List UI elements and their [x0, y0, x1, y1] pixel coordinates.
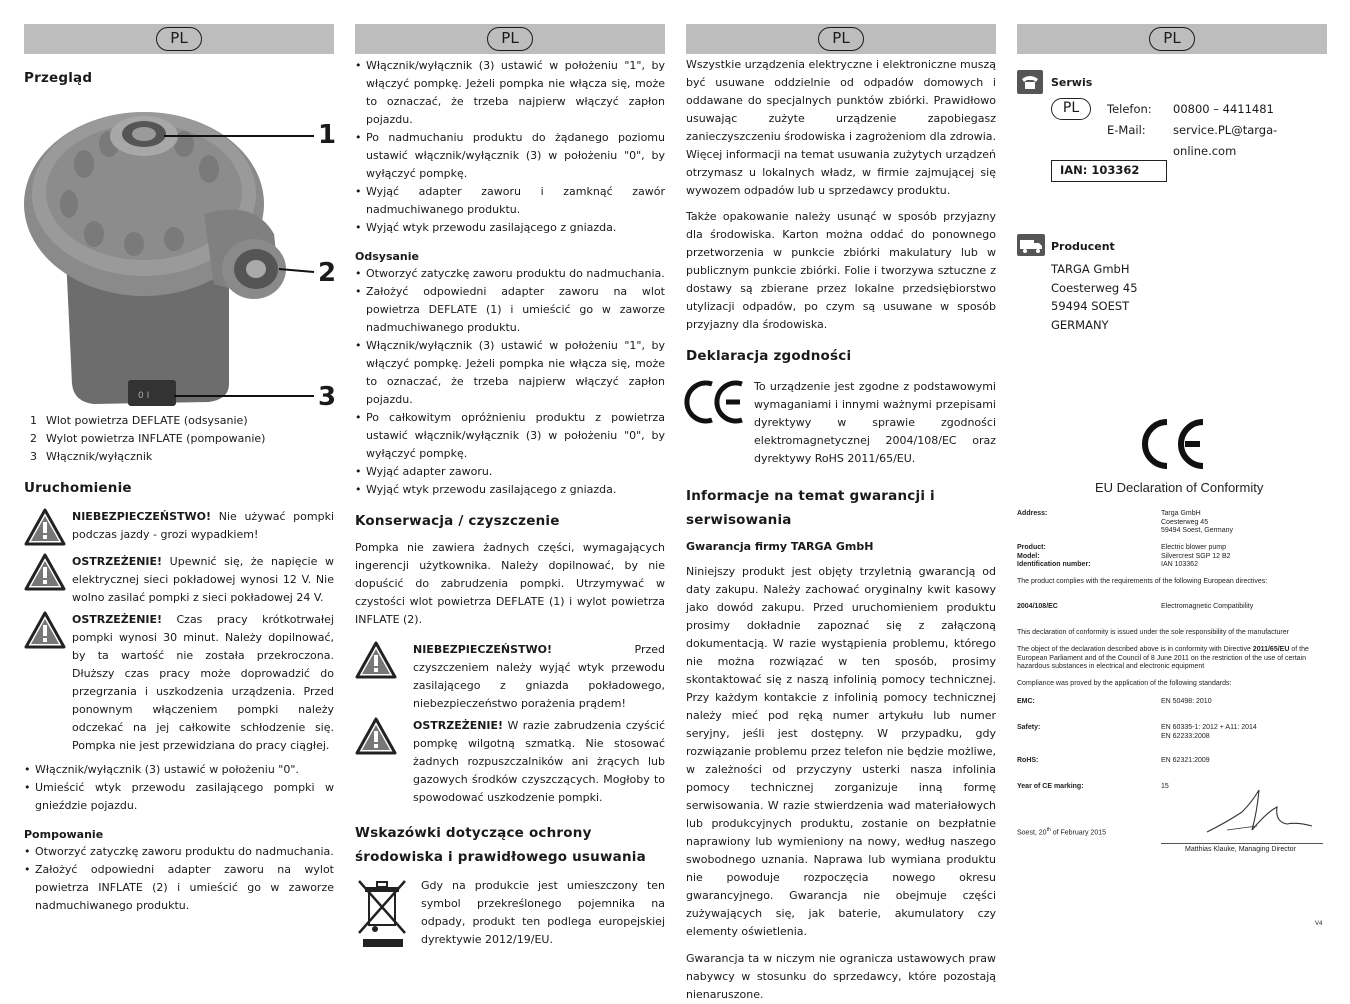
- producer-section: [1017, 194, 1327, 332]
- list-item: • Po całkowitym opróżnieniu produktu z powietrza ustawić włącznik/wyłącznik (3) w położeniu "0", by wyłączyć pompkę.: [355, 409, 665, 463]
- language-badge: PL: [1149, 27, 1195, 51]
- warning-icon: [24, 553, 72, 607]
- list-item: • Wyjąć adapter zaworu.: [355, 463, 665, 481]
- address-line: 59494 Soest, Germany: [1161, 527, 1233, 534]
- signature-line: [1161, 843, 1323, 844]
- inflate-bullets: [24, 843, 334, 915]
- year-value: 15: [1161, 783, 1169, 790]
- warning-icon: [355, 641, 413, 713]
- model-label: Model:: [1017, 552, 1040, 560]
- id-label: Identification number:: [1017, 561, 1091, 568]
- operation-bullets: [355, 57, 665, 237]
- startup-bullets: [24, 761, 334, 815]
- list-item: • Założyć odpowiedni adapter zaworu na wlot powietrza DEFLATE (1) i umieścić go w zaworze nadmuchiwanego produktu.: [355, 283, 665, 337]
- product-value: Electric blower pump: [1161, 544, 1226, 551]
- id-value: IAN 103362: [1161, 561, 1198, 568]
- weee-block: [355, 877, 665, 954]
- emc-label: EMC:: [1017, 698, 1035, 705]
- column-2: [355, 24, 665, 958]
- section-header: [355, 24, 665, 54]
- object-text-pre: The object of the declaration described above is in conformity with Directive: [1017, 646, 1253, 653]
- object-directive: 2011/65/EU: [1252, 646, 1290, 653]
- standards-text: Compliance was proved by the application of the following standards:: [1017, 680, 1232, 687]
- list-item: • Założyć odpowiedni adapter zaworu na wylot powietrza INFLATE (2) i umieścić go w zaworze nadmuchiwanego produktu.: [24, 861, 334, 915]
- list-item: • Wyjąć adapter zaworu i zamknąć zawór nadmuchiwanego produktu.: [355, 183, 665, 219]
- ian-box: IAN: 103362: [1051, 160, 1167, 182]
- warning-icon: [24, 508, 72, 549]
- warning-block: [24, 508, 334, 549]
- year-label: Year of CE marking:: [1017, 783, 1084, 790]
- safety-value: EN 60335-1: 2012 + A11: 2014: [1161, 724, 1257, 731]
- directive-label: 2004/108/EC: [1017, 603, 1058, 610]
- crossed-bin-icon: [355, 877, 421, 954]
- producer-title: Producent: [1051, 240, 1115, 253]
- language-badge: PL: [818, 27, 864, 51]
- address-line: TARGA GmbH: [1051, 262, 1130, 276]
- phone-number: 00800 – 4411481: [1173, 102, 1274, 116]
- statutory-rights-text: Gwarancja ta w niczym nie ogranicza ustawowych praw nabywcy w stosunku do sprzedawcy, które pozostają nienaruszone.: [686, 952, 996, 1001]
- list-item: • Otworzyć zatyczkę zaworu produktu do nadmuchania.: [355, 265, 665, 283]
- place-date: [1017, 826, 1106, 838]
- warning-heading: OSTRZEŻENIE!: [413, 719, 504, 732]
- warning-text: Czas pracy krótkotrwałej pompki wynosi 30 minut. Należy dopilnować, by ta wartość nie została przekroczona. Dłuższy czas pracy może doprowadzić do przegrzania i uszkodzenia urządzenia. Przed ponownym włączeniem pompki należy odczekać na jej całkowite schłodzenie się. Pompka nie jest przewidziana do pracy ciągłej.: [72, 613, 334, 752]
- warning-icon: [24, 611, 72, 755]
- list-item: • Włącznik/wyłącznik (3) ustawić w położeniu "1", by włączyć pompkę. Jeżeli pompka nie włącza się, może to oznaczać, że trzeba najpierw włączyć zapłon pojazdu.: [355, 337, 665, 409]
- truck-icon: [1017, 234, 1045, 256]
- deflate-title: Odsysanie: [355, 250, 419, 263]
- callout-1: 1: [318, 120, 337, 150]
- environment-title: Wskazówki dotyczące ochrony środowiska i prawidłowego usuwania: [355, 825, 646, 865]
- language-badge: PL: [156, 27, 202, 51]
- parts-list: [24, 412, 334, 466]
- emc-value: EN 50498: 2010: [1161, 698, 1212, 705]
- product-label: Product:: [1017, 544, 1046, 551]
- pump-drawing: [24, 94, 337, 412]
- maintenance-text: Pompka nie zawiera żadnych części, wymagających ingerencji użytkownika. Należy dopilnować, by nie dopuścić do zabrudzenia pompki. Utrzymywać w czystości wlot powietrza DEFLATE (1) i wylot powietrza INFLATE (2).: [355, 541, 665, 626]
- overview-title: Przegląd: [24, 70, 93, 86]
- deflate-bullets: [355, 265, 665, 499]
- list-item: • Włącznik/wyłącznik (3) ustawić w położeniu "0".: [24, 761, 334, 779]
- ce-text: To urządzenie jest zgodne z podstawowymi wymaganiami i innymi ważnymi przepisami dyrektywy w sprawie zgodności elektromagnetycznej 2004/108/EC oraz dyrektywy RoHS 2011/65/EU.: [754, 380, 996, 465]
- service-section: [1017, 54, 1327, 194]
- list-item: • Wyjąć wtyk przewodu zasilającego z gniazda.: [355, 219, 665, 237]
- country-badge: PL: [1051, 98, 1091, 120]
- language-badge: PL: [487, 27, 533, 51]
- ce-block: [686, 378, 996, 468]
- place-date-text: Soest, 20: [1017, 829, 1047, 837]
- list-item: 3 Włącznik/wyłącznik: [30, 450, 153, 463]
- address-line: Coesterweg 45: [1051, 280, 1138, 295]
- warning-text: W razie zabrudzenia czyścić pompkę wilgotną szmatką. Nie stosować żadnych rozpuszczalników ani żrących lub gazowych środków czyszczących. Mogłoby to spowodować uszkodzenie pompki.: [413, 719, 665, 804]
- email-label: E-Mail:: [1107, 123, 1146, 137]
- object-text: [1017, 646, 1323, 672]
- warning-text: Upewnić się, że napięcie w elektrycznej sieci pokładowej wynosi 12 V. Nie wolno zasilać pompki z sieci pokładowej 24 V.: [72, 555, 334, 604]
- address-line: Coesterweg 45: [1161, 518, 1209, 526]
- column-4: [1017, 24, 1327, 332]
- declaration-title: EU Declaration of Conformity: [1095, 480, 1264, 495]
- section-header: [1017, 24, 1327, 54]
- column-1: [24, 24, 337, 915]
- signature: [1197, 782, 1317, 842]
- phone-label: Telefon:: [1107, 102, 1152, 116]
- maintenance-title: Konserwacja / czyszczenie: [355, 513, 560, 529]
- list-item: • Otworzyć zatyczkę zaworu produktu do nadmuchania.: [24, 843, 334, 861]
- list-item: • Umieścić wtyk przewodu zasilającego pompki w gnieździe pojazdu.: [24, 779, 334, 815]
- place-date-sup: th: [1046, 827, 1051, 833]
- ce-mark-icon: [686, 378, 754, 468]
- warning-icon: [355, 717, 413, 807]
- email-address[interactable]: service.PL@targa-online.com: [1173, 123, 1278, 158]
- ce-mark-icon: [1137, 418, 1207, 470]
- warning-heading: OSTRZEŻENIE!: [72, 555, 163, 568]
- directive-name: Electromagnetic Compatibility: [1161, 603, 1254, 610]
- inflate-title: Pompowanie: [24, 828, 104, 841]
- list-item: 1 Wlot powietrza DEFLATE (odsysanie): [30, 414, 248, 427]
- producer-address: [1051, 260, 1138, 334]
- warning-heading: OSTRZEŻENIE!: [72, 613, 163, 626]
- object-text-post: of the European Parliament and of the Council of 8 June 2011 on the restriction of the use of certain hazardous substances in electrical and electronic equipment: [1017, 646, 1309, 670]
- packaging-text: Także opakowanie należy usunąć w sposób przyjazny dla środowiska. Karton można oddać do ponownego przetworzenia w punkcie zbiórki makulatury lub w publicznym punkcie zbiórki. Folie i tworzywa sztuczne z dostawy są zbierane przez lokalne przedsiębiorstwo utylizacji odpadów, po czym są usuwane w sposób przyjazny dla środowiska.: [686, 210, 996, 331]
- rohs-value: EN 62321:2009: [1161, 757, 1210, 764]
- complies-text: The product complies with the requirements of the following European directives:: [1017, 578, 1268, 585]
- warning-block: [24, 611, 334, 755]
- safety-label: Safety:: [1017, 724, 1041, 731]
- signer-name: Matthias Klauke, Managing Director: [1185, 846, 1296, 853]
- warning-heading: NIEBEZPIECZEŃSTWO!: [72, 510, 212, 523]
- warranty-text: Niniejszy produkt jest objęty trzyletnią gwarancją od daty zakupu. Należy zachować oryginalny kwit kasowy jako dowód zakupu. Przed uruchomieniem produktu prosimy dokładnie zapoznać się z załączoną dokumentacją. W razie wystąpienia problemu, którego nie można rozwiązać w ten sposób, prosimy skontaktować się z naszą infolinią pomocy technicznej. Przy każdym kontakcie z infolinią pomocy technicznej należy mieć pod ręką numer artykułu lub numer seryjny, jeśli jest dostępny. W przypadku, gdy rozwiązanie problemu przez telefon nie będzie możliwe, w zależności od przyczyny usterki nasza infolinia pomocy technicznej zorganizuje inną formę serwisowania. W razie stwierdzenia wad materiałowych lub produkcyjnych produktu, zostanie on bezpłatnie naprawiony lub wymieniony na nowy, według naszego swobodnego uznania. Naprawa lub wymiana produktu nie powoduje rozpoczęcia nowego okresu gwarancyjnego. Gwarancja nie obejmuje części zużywających się, jak baterie, akumulatory czy elementy oświetlenia.: [686, 565, 996, 938]
- column-3: [686, 24, 996, 1004]
- address-label: Address:: [1017, 510, 1048, 517]
- service-title: Serwis: [1051, 76, 1093, 89]
- address-line: GERMANY: [1051, 317, 1109, 332]
- list-item: 2 Wylot powietrza INFLATE (pompowanie): [30, 432, 266, 445]
- place-date-text: of February 2015: [1050, 829, 1107, 837]
- version-label: V4: [1315, 921, 1323, 927]
- eu-declaration-document: [1017, 410, 1327, 930]
- list-item: • Włącznik/wyłącznik (3) ustawić w położeniu "1", by włączyć pompkę. Jeżeli pompka nie włącza się, może to oznaczać, że trzeba najpierw włączyć zapłon pojazdu.: [355, 57, 665, 129]
- product-values: [1161, 544, 1231, 570]
- warranty-info-title: Informacje na temat gwarancji i serwisowania: [686, 488, 935, 528]
- list-item: • Po nadmuchaniu produktu do żądanego poziomu ustawić włącznik/wyłącznik (3) w położeniu "0", by wyłączyć pompkę.: [355, 129, 665, 183]
- warning-block: [355, 641, 665, 713]
- model-value: Silvercrest SGP 12 B2: [1161, 552, 1231, 560]
- decl-address: [1161, 510, 1233, 536]
- warning-text: Przed czyszczeniem należy wyjąć wtyk przewodu zasilającego z gniazda pokładowego, niebezpieczeństwo porażenia prądem!: [413, 643, 665, 710]
- list-item: • Wyjąć wtyk przewodu zasilającego z gniazda.: [355, 481, 665, 499]
- startup-title: Uruchomienie: [24, 480, 132, 496]
- svg-text:0 I: 0 I: [138, 391, 150, 401]
- phone-icon: [1017, 70, 1043, 94]
- safety-value: EN 62233:2008: [1161, 732, 1210, 740]
- responsibility-text: This declaration of conformity is issued under the sole responsibility of the manufacturer: [1017, 629, 1289, 636]
- pump-illustration: [24, 94, 337, 412]
- warning-block: [24, 553, 334, 607]
- declaration-title: Deklaracja zgodności: [686, 348, 852, 364]
- address-line: 59494 SOEST: [1051, 299, 1130, 313]
- warning-text: Nie używać pompki podczas jazdy - grozi wypadkiem!: [72, 510, 334, 541]
- warning-heading: NIEBEZPIECZEŃSTWO!: [413, 643, 553, 656]
- warranty-title: Gwarancja firmy TARGA GmbH: [686, 540, 874, 553]
- environment-text: Gdy na produkcie jest umieszczony ten symbol przekreślonego pojemnika na odpady, produkt ten podlega europejskiej dyrektywie 2012/19/EU.: [421, 879, 665, 946]
- callout-2: 2: [318, 258, 337, 288]
- callout-3: 3: [318, 382, 337, 412]
- rohs-label: RoHS:: [1017, 757, 1039, 764]
- address-line: Targa GmbH: [1161, 510, 1201, 517]
- warning-block: [355, 717, 665, 807]
- section-header: [686, 24, 996, 54]
- section-header: [24, 24, 334, 54]
- disposal-text: Wszystkie urządzenia elektryczne i elektroniczne muszą być usuwane oddzielnie od odpadów domowych i oddawane do specjalnych punktów zbiórki. Prawidłowo usuwając zużyte urządzenie zapobiegasz zanieczyszczeniu środowiska i zagrożeniom dla zdrowia. Więcej informacji na temat usuwania zużytych urządzeń otrzymasz u lokalnych władz, w firmie zajmującej się wywozem odpadów lub u sprzedawcy produktu.: [686, 58, 997, 197]
- product-labels: [1017, 544, 1091, 570]
- safety-values: [1161, 724, 1257, 741]
